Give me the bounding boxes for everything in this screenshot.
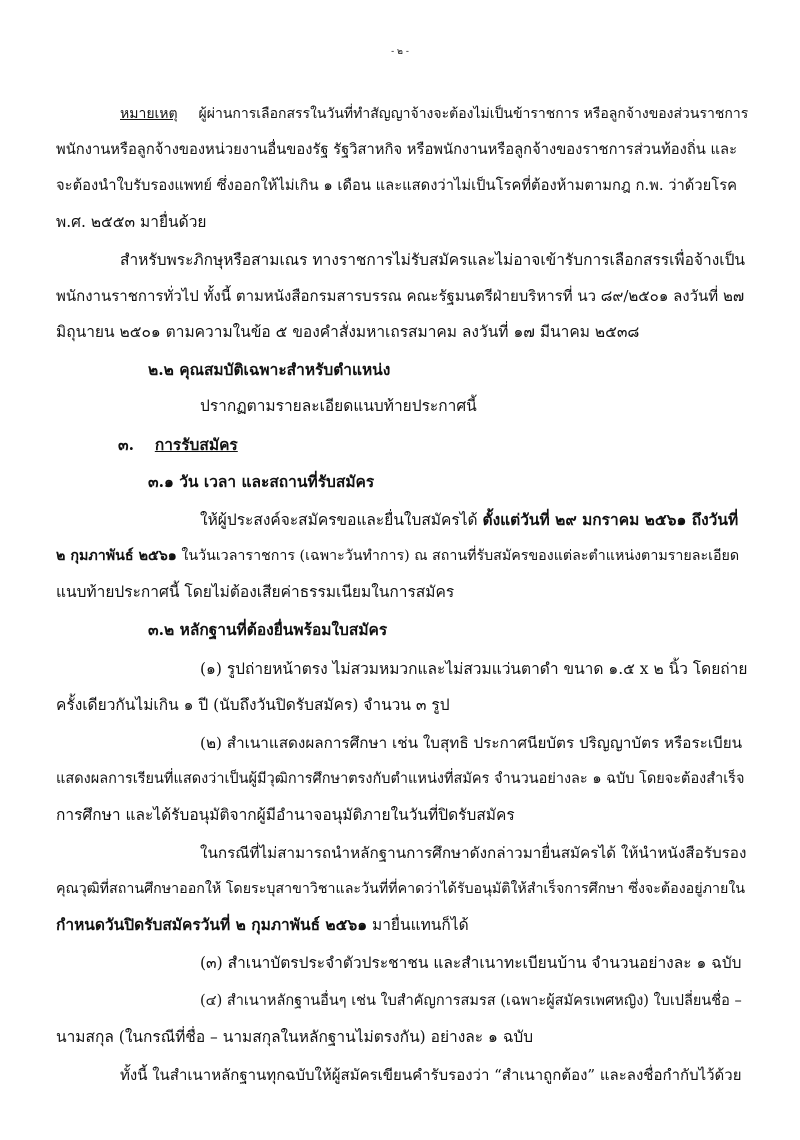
section-3-1-line-2 xyxy=(56,546,739,566)
item-1-line-2: ครั้งเดียวกันไม่เกิน ๑ ปี (นับถึงวันปิดรับสมัคร) จำนวน ๓ รูป xyxy=(56,696,450,714)
note-line-3: จะต้องนำใบรับรองแพทย์ ซึ่งออกให้ไม่เกิน ๑ เดือน และแสดงว่าไม่เป็นโรคที่ต้องห้ามตามกฎ ก.พ. ว่าด้วยโรค xyxy=(56,177,738,194)
item-3: (๓) สำเนาบัตรประจำตัวประชาชน และสำเนาทะเบียนบ้าน จำนวนอย่างละ ๑ ฉบับ xyxy=(200,954,742,972)
application-period-start: ตั้งแต่วันที่ ๒๙ มกราคม ๒๕๖๑ ถึงวันที่ xyxy=(482,510,739,529)
section-3-heading xyxy=(118,435,238,455)
closing-date: กำหนดวันปิดรับสมัครวันที่ ๒ กุมภาพันธ์ ๒๕๖๑ xyxy=(56,915,368,934)
section-2-2-heading: ๒.๒ คุณสมบัติเฉพาะสำหรับตำแหน่ง xyxy=(148,360,391,379)
monk-line-2: พนักงานราชการทั่วไป ทั้งนี้ ตามหนังสือกรมสารบรรณ คณะรัฐมนตรีฝ่ายบริหารที่ นว ๘๙/๒๕๐๑ ลงวันที่ ๒๗ xyxy=(56,287,745,305)
page-number: - ๒ - xyxy=(391,47,409,57)
section-3-1-heading: ๓.๑ วัน เวลา และสถานที่รับสมัคร xyxy=(148,472,375,491)
item-4-line-1: (๔) สำเนาหลักฐานอื่นๆ เช่น ใบสำคัญการสมรส (เฉพาะผู้สมัครเพศหญิง) ใบเปลี่ยนชื่อ – xyxy=(200,993,742,1009)
education-note-line-3 xyxy=(56,915,469,935)
education-note-line-2: คุณวุฒิที่สถานศึกษาออกให้ โดยระบุสาขาวิชาและวันที่ที่คาดว่าได้รับอนุมัติให้สำเร็จการศึกษา ซึ่งจะต้องอยู่ภายใน xyxy=(56,881,746,897)
final-instruction: ทั้งนี้ ในสำเนาหลักฐานทุกฉบับให้ผู้สมัครเขียนคำรับรองว่า “สำเนาถูกต้อง” และลงชื่อกำกับไว้ด้วย xyxy=(120,1066,742,1084)
monk-line-3: มิถุนายน ๒๕๐๑ ตามความในข้อ ๕ ของคำสั่งมหาเถรสมาคม ลงวันที่ ๑๗ มีนาคม ๒๕๓๘ xyxy=(56,323,640,341)
education-note-line-3-text: มายื่นแทนก็ได้ xyxy=(367,916,469,934)
item-4-line-2: นามสกุล (ในกรณีที่ชื่อ – นามสกุลในหลักฐานไม่ตรงกัน) อย่างละ ๑ ฉบับ xyxy=(56,1028,534,1046)
section-3-1-line-2-text: ในวันเวลาราชการ (เฉพาะวันทำการ) ณ สถานที่รับสมัครของแต่ละตำแหน่งตามรายละเอียด xyxy=(176,548,740,564)
item-2-line-1: (๒) สำเนาแสดงผลการศึกษา เช่น ใบสุทธิ ประกาศนียบัตร ปริญญาบัตร หรือระเบียน xyxy=(200,734,743,752)
item-2-line-2: แสดงผลการเรียนที่แสดงว่าเป็นผู้มีวุฒิการศึกษาตรงกับตำแหน่งที่สมัคร จำนวนอย่างละ ๑ ฉบับ โดยจะต้องสำเร็จ xyxy=(56,771,745,787)
section-3-2-heading: ๓.๒ หลักฐานที่ต้องยื่นพร้อมใบสมัคร xyxy=(148,620,388,639)
section-3-title: การรับสมัคร xyxy=(154,435,238,454)
application-period-end: ๒ กุมภาพันธ์ ๒๕๖๑ xyxy=(56,548,177,564)
education-note-line-1: ในกรณีที่ไม่สามารถนำหลักฐานการศึกษาดังกล่าวมายื่นสมัครได้ ให้นำหนังสือรับรอง xyxy=(200,844,747,862)
section-3-1-line-1 xyxy=(200,510,738,530)
note-line-4: พ.ศ. ๒๕๕๓ มายื่นด้วย xyxy=(56,213,207,231)
note-paragraph xyxy=(120,104,748,124)
section-3-1-line-3: แนบท้ายประกาศนี้ โดยไม่ต้องเสียค่าธรรมเนียมในการสมัคร xyxy=(56,583,455,601)
item-2-line-3: การศึกษา และได้รับอนุมัติจากผู้มีอำนาจอนุมัติภายในวันที่ปิดรับสมัคร xyxy=(56,806,515,824)
item-1-line-1: (๑) รูปถ่ายหน้าตรง ไม่สวมหมวกและไม่สวมแว่นตาดำ ขนาด ๑.๕ x ๒ นิ้ว โดยถ่าย xyxy=(200,660,748,678)
note-line-2: พนักงานหรือลูกจ้างของหน่วยงานอื่นของรัฐ รัฐวิสาหกิจ หรือพนักงานหรือลูกจ้างของราชการส่วนท้องถิ่น และ xyxy=(56,141,738,158)
monk-line-1: สำหรับพระภิกษุหรือสามเณร ทางราชการไม่รับสมัครและไม่อาจเข้ารับการเลือกสรรเพื่อจ้างเป็น xyxy=(120,251,746,269)
note-label: หมายเหตุ xyxy=(120,106,178,122)
note-line-1: ผู้ผ่านการเลือกสรรในวันที่ทำสัญญาจ้างจะต้องไม่เป็นข้าราชการ หรือลูกจ้างของส่วนราชการ xyxy=(198,106,749,122)
section-2-2-text: ปรากฏตามรายละเอียดแนบท้ายประกาศนี้ xyxy=(200,397,477,415)
section-3-number: ๓. xyxy=(118,435,134,454)
section-3-1-line-1-text: ให้ผู้ประสงค์จะสมัครขอและยื่นใบสมัครได้ xyxy=(200,511,483,529)
